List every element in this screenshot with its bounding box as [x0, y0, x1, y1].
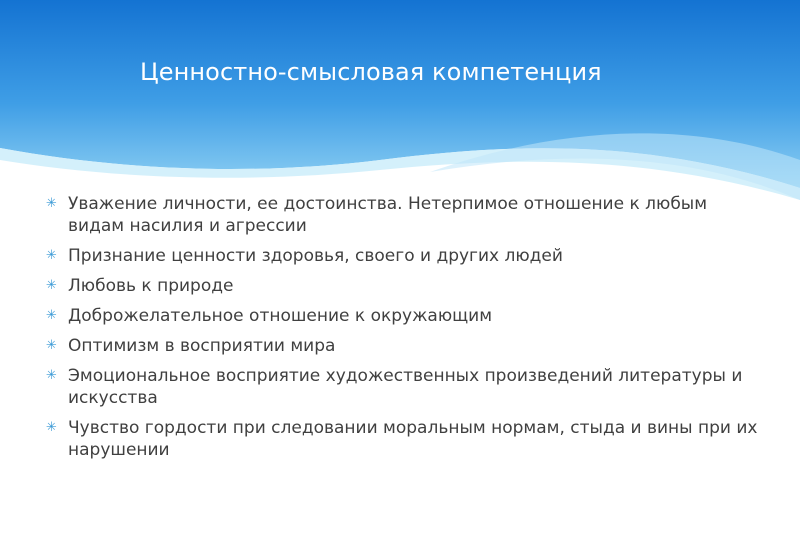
list-item [46, 275, 766, 297]
list-item [46, 193, 766, 237]
list-item-text: Оптимизм в восприятии мира [68, 336, 336, 356]
list-item-text: Любовь к природе [68, 276, 234, 296]
header-wave-background [0, 0, 800, 200]
slide-title: Ценностно-смысловая компетенция [140, 58, 602, 86]
snowflake-bullet-icon: ✳ [46, 308, 57, 323]
bullet-list [46, 193, 766, 469]
snowflake-bullet-icon: ✳ [46, 420, 57, 435]
snowflake-bullet-icon: ✳ [46, 368, 57, 383]
list-item-text: Эмоциональное восприятие художественных произведений литературы и искусства [68, 366, 743, 408]
snowflake-bullet-icon: ✳ [46, 196, 57, 211]
list-item-text: Уважение личности, ее достоинства. Нетерпимое отношение к любым видам насилия и агрессии [68, 194, 708, 236]
snowflake-bullet-icon: ✳ [46, 248, 57, 263]
list-item [46, 417, 766, 461]
snowflake-bullet-icon: ✳ [46, 338, 57, 353]
list-item [46, 335, 766, 357]
list-item-text: Чувство гордости при следовании моральным нормам, стыда и вины при их нарушении [68, 418, 758, 460]
list-item-text: Признание ценности здоровья, своего и других людей [68, 246, 563, 266]
list-item [46, 245, 766, 267]
snowflake-bullet-icon: ✳ [46, 278, 57, 293]
list-item-text: Доброжелательное отношение к окружающим [68, 306, 493, 326]
list-item [46, 365, 766, 409]
list-item [46, 305, 766, 327]
